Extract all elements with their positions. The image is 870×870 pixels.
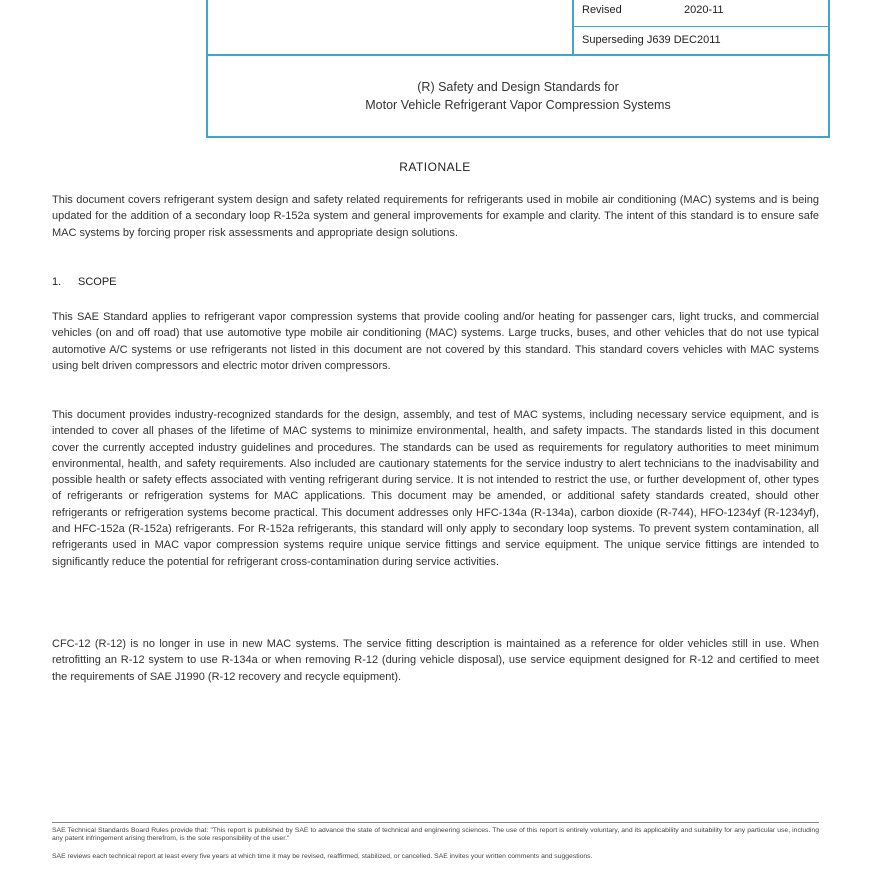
scope-title: SCOPE xyxy=(78,276,117,288)
rationale-paragraph: This document covers refrigerant system design and safety related requirements for refrigerants used in mobile air conditioning (MAC) systems and is being updated for the addition of a secondary loop R-152a system and general improvements for example and clarity. The intent of this standard is to ensure safe MAC systems by forcing proper risk assessments and appropriate design solutions. xyxy=(52,194,819,239)
rationale-heading: RATIONALE xyxy=(399,160,471,174)
document-header-box xyxy=(206,0,830,138)
revised-row xyxy=(574,0,828,27)
footer-note-1: SAE Technical Standards Board Rules provide that: "This report is published by SAE to advance the state of technical and engineering sciences. The use of this report is entirely voluntary, and its applicability and suitability for any particular use, including any patent infringement arising therefrom, is the sole responsibility of the user." xyxy=(52,827,819,842)
title-line-2: Motor Vehicle Refrigerant Vapor Compression Systems xyxy=(365,98,671,112)
superseding-text: Superseding J639 DEC2011 xyxy=(582,34,721,46)
revised-date: 2020-11 xyxy=(684,4,724,16)
scope-paragraph-1: This SAE Standard applies to refrigerant vapor compression systems that provide cooling and/or heating for passenger cars, light trucks, and commercial vehicles (on and off road) that use automotive type mobile air conditioning (MAC) systems. Large trucks, buses, and other vehicles that do not use typical automotive A/C systems or use refrigerants not listed in this document are not covered by this standard. This standard covers vehicles with MAC systems using belt driven compressors and electric motor driven compressors. xyxy=(52,311,819,372)
scope-paragraph-3: CFC-12 (R-12) is no longer in use in new MAC systems. The service fitting description is maintained as a reference for older vehicles still in use. When retrofitting an R-12 system to use R-134a or when removing R-12 (during vehicle disposal), use service equipment designed for R-12 and certified to meet the requirements of SAE J1990 (R-12 recovery and recycle equipment). xyxy=(52,638,819,683)
scope-paragraph-2: This document provides industry-recognized standards for the design, assembly, and test of MAC systems, including necessary service equipment, and is intended to cover all phases of the lifetime of MAC systems to minimize environmental, health, and safety impacts. The standards listed in this document cover the currently accepted industry guidelines and procedures. The standards can be used as requirements for regulatory authorities to meet minimum environmental, health, and safety requirements. Also included are cautionary statements for the service industry to alert technicians to the inadvisability and possible health or safety effects associated with venting refrigerant during service. It is not intended to restrict the use, or further development of, other types of refrigerants or refrigeration systems for MAC applications. This document may be amended, or additional safety standards created, should other refrigerants or refrigeration systems become practical. This document addresses only HFC-134a (R-134a), carbon dioxide (R-744), HFO-1234yf (R-1234yf), and HFC-152a (R-152a) refrigerants. For R-152a refrigerants, this standard will only apply to secondary loop systems. To prevent system contamination, all refrigerants used in MAC vapor compression systems require unique service fittings and service equipment. The unique service fittings are intended to significantly reduce the potential for refrigerant cross-contamination during service activities. xyxy=(52,409,819,568)
header-top-row xyxy=(208,0,828,56)
revision-info xyxy=(572,0,828,54)
scope-number: 1. xyxy=(52,276,62,288)
footer-divider xyxy=(52,822,819,823)
scope-heading xyxy=(52,276,117,288)
title-line-1: (R) Safety and Design Standards for xyxy=(417,80,619,94)
footer-note-2: SAE reviews each technical report at least every five years at which time it may be revised, reaffirmed, stabilized, or cancelled. SAE invites your written comments and suggestions. xyxy=(52,853,593,860)
revised-label: Revised xyxy=(582,4,622,16)
document-title xyxy=(208,78,828,114)
